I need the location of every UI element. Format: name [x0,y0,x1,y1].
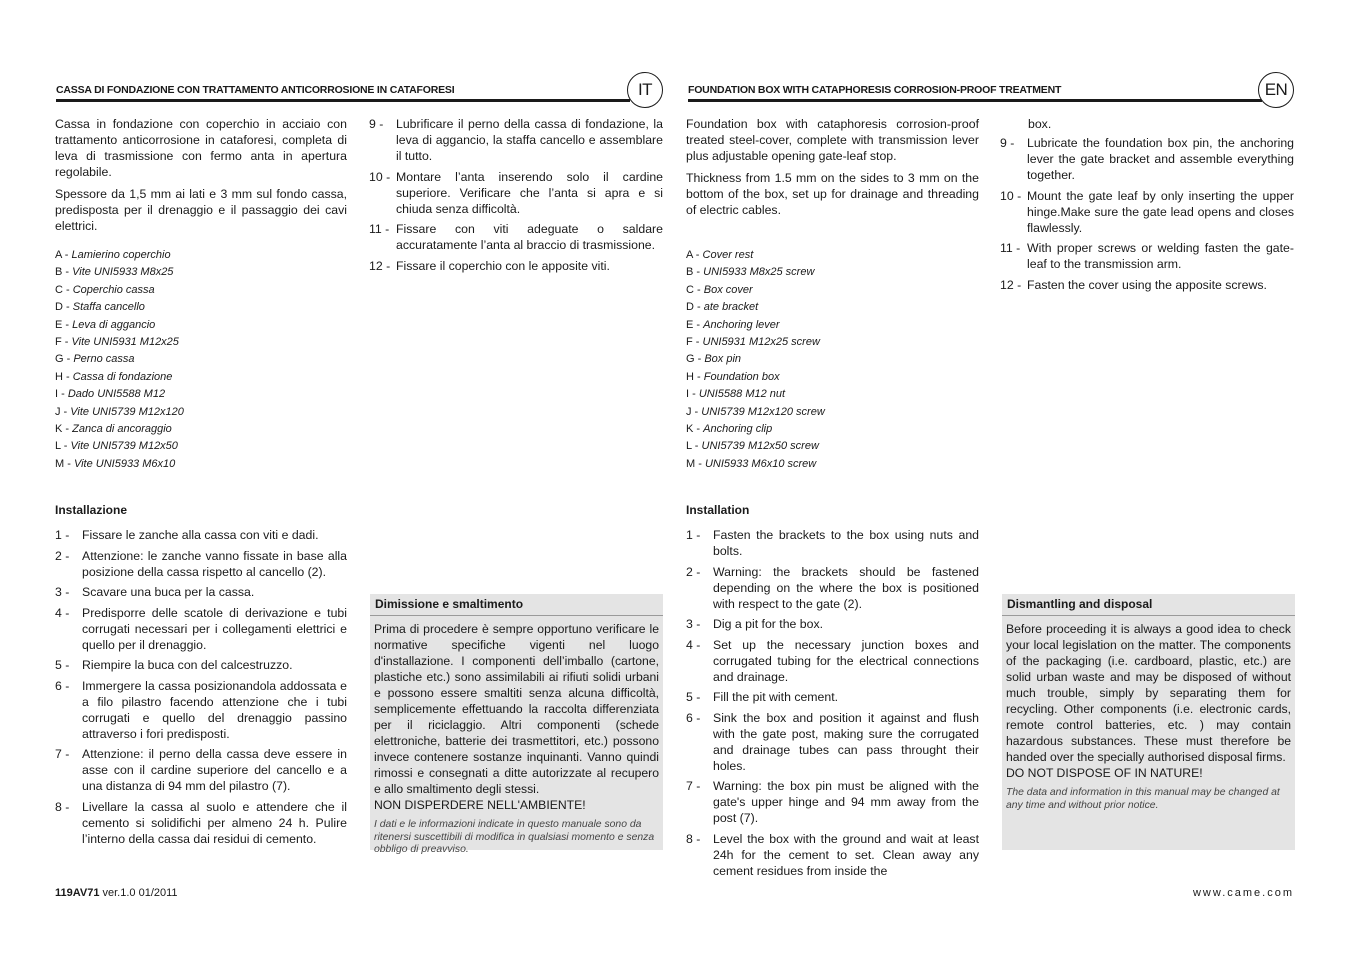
en-intro-paragraph-1: Foundation box with cataphoresis corrosion-proof treated steel-cover, complete with transmission lever plus adjustable opening gate-leaf stop. [686,117,979,163]
part-letter: E - [686,318,704,331]
it-disposal-body: Prima di procedere è sempre opportuno verificare le normative specifiche vigenti nel luogo d'installazione. I componenti dell’imballo (cartone, plastiche etc.) sono assimilabili ai rifiuti solidi urbani e possono essere smaltiti senza alcuna difficoltà, semplicemente effettuando la raccolta differenziata per il riciclaggio. Altri componenti (schede elettroniche, batterie dei trasmettitori, etc.) possono invece contenere sostanze inquinanti. Vanno quindi rimossi e consegnati a ditte autorizzate al recupero e allo smaltimento degli stessi. [374,622,659,796]
part-item [686,247,986,264]
part-description: Dado UNI5588 M12 [67,388,166,401]
part-item [686,299,986,316]
step-item [686,564,979,612]
step-number: 3 - [686,617,701,631]
part-item [55,351,355,368]
part-description: UNI5933 M8x25 screw [703,266,815,279]
part-description: Lamierino coperchio [71,249,171,261]
part-item [686,317,986,334]
it-header-title: CASSA DI FONDAZIONE CON TRATTAMENTO ANTICORROSIONE IN CATAFORESI [56,84,455,96]
step-item [55,746,347,794]
part-item [686,282,986,299]
step-item [1000,277,1294,293]
part-letter: D - [55,301,73,314]
it-installation-steps-continued [369,116,663,278]
step-number: 9 - [369,117,384,131]
step-item [55,678,347,742]
it-disposal-warning: NON DISPERDERE NELL'AMBIENTE! [374,798,586,812]
footer-website[interactable]: www.came.com [1192,887,1294,899]
part-description: UNI5933 M6x10 screw [704,457,817,470]
part-letter: B - [686,266,704,279]
en-intro-paragraph-2: Thickness from 1.5 mm on the sides to 3 mm on the bottom of the box, set up for drainage and threading of electric cables. [686,171,979,217]
part-letter: I - [686,388,699,401]
step-number: 12 - [369,258,391,273]
step-item [686,527,979,559]
part-description: Box pin [704,353,742,366]
step-text: Predisporre delle scatole di derivazione e tubi corrugati necessari per i collegamenti elettrici e quello per il drenaggio. [82,605,347,652]
it-disposal-text [370,616,663,813]
part-description: Vite UNI5933 M6x10 [73,457,176,470]
part-item [686,438,986,455]
it-disposal-box [370,594,663,855]
step-number: 2 - [686,564,701,579]
part-item [55,369,355,386]
it-language-badge: IT [627,72,663,108]
en-disposal-text [1002,616,1295,781]
part-item [686,264,986,281]
part-item [55,247,355,264]
en-disposal-title: Dismantling and disposal [1007,597,1153,611]
part-item [55,334,355,351]
step-item [55,799,347,847]
it-header-rule [56,99,630,102]
en-disposal-note: The data and information in this manual may be changed at any time and without prior notice. [1006,787,1280,811]
step-text: Fissare il coperchio con le apposite viti. [396,258,610,273]
step-number: 7 - [55,747,70,761]
step-text: Scavare una buca per la cassa. [82,585,255,599]
part-description: Vite UNI5739 M12x120 [70,405,184,418]
en-installation-heading: Installation [686,503,750,517]
step-item [369,116,663,164]
part-letter: H - [686,370,704,383]
part-description: Zanca di ancoraggio [72,423,172,436]
step-text: Attenzione: le zanche vanno fissate in base alla posizione della cassa rispetto al cancello (2). [82,548,347,579]
part-description: Vite UNI5931 M12x25 [71,336,179,349]
it-parts-list [55,247,355,473]
part-description: UNI5588 M12 nut [698,388,786,401]
step-number: 8 - [686,831,701,846]
part-description: UNI5931 M12x25 screw [702,336,820,349]
step-number: 9 - [1000,136,1015,150]
step-number: 5 - [55,658,70,672]
part-item [55,299,355,316]
step-text: Sink the box and position it against and flush with the gate post, making sure the corrugated and drainage tubes can pass throught their holes. [713,710,979,773]
it-disposal-title: Dimissione e smaltimento [375,597,524,611]
part-letter: J - [55,405,71,418]
en-language-badge: EN [1258,72,1294,108]
part-description: Cassa di fondazione [72,370,173,383]
step-number: 8 - [55,799,70,814]
part-description: Coperchio cassa [72,283,155,296]
part-letter: I - [55,388,68,401]
en-header-title: FOUNDATION BOX WITH CATAPHORESIS CORROSION-PROOF TREATMENT [688,84,1062,96]
step-text: Set up the necessary junction boxes and corrugated tubing for the electrical connections and drainage. [713,637,979,684]
part-description: Vite UNI5933 M8x25 [72,266,174,279]
step-number: 3 - [55,585,70,599]
part-description: Foundation box [703,370,780,383]
step-number: 2 - [55,548,70,563]
step-item [686,689,979,705]
part-description: UNI5739 M12x120 screw [701,405,825,418]
part-item [55,456,355,473]
step-text: Fasten the cover using the apposite screws. [1027,277,1267,292]
part-item [686,456,986,473]
part-item [55,264,355,281]
step-text: Attenzione: il perno della cassa deve essere in asse con il cardine superiore del cancello e a una distanza di 94 mm del pilastro (7). [82,747,347,793]
step-number: 4 - [55,605,70,620]
step-item [686,778,979,826]
footer-version-date: ver.1.0 01/2011 [99,887,178,899]
step-number: 4 - [686,637,701,652]
en-steps-continuation: box. [1028,117,1052,131]
step-text: Lubrificare il perno della cassa di fondazione, la leva di aggancio, la staffa cancello e assemblare il tutto. [396,117,663,163]
part-description: Staffa cancello [72,301,145,314]
it-intro-paragraph-1: Cassa in fondazione con coperchio in acciaio con trattamento anticorrosione in cataforesi, completa di leva di trasmissione con fermo anta in apertura regolabile. [55,117,347,179]
part-letter: M - [55,457,74,470]
step-number: 6 - [686,710,701,725]
step-item [369,169,663,217]
step-item [686,616,979,632]
part-letter: G - [55,353,74,366]
part-letter: J - [686,405,702,418]
en-disposal-warning: DO NOT DISPOSE OF IN NATURE! [1006,766,1203,780]
step-text: With proper screws or welding fasten the gate-leaf to the transmission arm. [1027,241,1294,271]
step-text: Mount the gate leaf by only inserting the upper hinge.Make sure the gate lead opens and closes flawlessly. [1027,188,1294,235]
en-installation-steps-continued [1000,135,1294,297]
en-intro [686,116,979,224]
part-item [686,369,986,386]
part-letter: G - [686,353,705,366]
part-letter: L - [55,440,71,453]
part-letter: K - [686,423,704,436]
step-number: 7 - [686,779,701,793]
step-item [55,548,347,580]
part-item [55,404,355,421]
step-item [686,710,979,774]
step-item [686,637,979,685]
step-number: 10 - [369,169,391,184]
footer-document-code: 119AV71 [55,887,100,899]
step-item [1000,188,1294,236]
step-text: Dig a pit for the box. [713,617,824,631]
step-item [55,657,347,673]
step-text: Fasten the brackets to the box using nuts and bolts. [713,528,979,558]
step-item [369,221,663,253]
en-installation-steps [686,527,979,883]
step-item [55,584,347,600]
part-item [55,438,355,455]
step-text: Lubricate the foundation box pin, the anchoring lever the gate bracket and assemble everything together. [1027,136,1294,182]
part-letter: F - [686,336,703,349]
it-intro-paragraph-2: Spessore da 1,5 mm ai lati e 3 mm sul fondo cassa, predisposta per il drenaggio e il passaggio dei cavi elettrici. [55,187,347,233]
step-text: Montare l’anta inserendo solo il cardine superiore. Verificare che l’anta si apra e si chiuda senza difficoltà. [396,169,663,216]
part-letter: M - [686,457,705,470]
step-number: 5 - [686,690,701,704]
step-item [1000,240,1294,272]
part-description: Cover rest [702,249,754,261]
part-letter: C - [55,283,73,296]
part-item [55,282,355,299]
step-text: Warning: the brackets should be fastened depending on the where the box is positioned with respect to the gate (2). [713,564,979,611]
part-description: Leva di aggancio [72,318,156,331]
step-text: Livellare la cassa al suolo e attendere che il cemento si solidifichi per almeno 24 h. Pulire l’interno della cassa dai residui di cemento. [82,799,347,846]
step-number: 11 - [369,222,390,236]
it-intro [55,116,347,240]
step-item [1000,135,1294,183]
part-item [686,334,986,351]
part-item [686,421,986,438]
step-number: 10 - [1000,188,1022,203]
en-disposal-body: Before proceeding it is always a good idea to check your local legislation on the matter. The components of the packaging (i.e. cardboard, plastic, etc.) are solid urban waste and may be disposed of without much trouble, simply by separating them for recycling. Other components (i.e. electronic cards, remote control batteries, etc. ) may contain hazardous substances. These must therefore be handed over the specially authorised disposal firms. [1006,622,1291,764]
it-installation-steps [55,527,347,851]
en-disposal-box [1002,594,1295,850]
footer-version [55,887,178,899]
part-letter: E - [55,318,73,331]
part-item [55,317,355,334]
it-disposal-note: I dati e le informazioni indicate in questo manuale sono da ritenersi suscettibili di modifica in qualsiasi momento e senza obbligo di preavviso. [374,819,655,855]
step-text: Immergere la cassa posizionandola addossata e a filo pilastro facendo attenzione che i tubi corrugati e quello del drenaggio passino attraverso i fori predisposti. [82,678,347,741]
step-text: Warning: the box pin must be aligned with the gate's upper hinge and 94 mm away from the post (7). [713,779,979,825]
part-letter: C - [686,283,704,296]
step-number: 12 - [1000,277,1022,292]
step-item [55,527,347,543]
part-description: UNI5739 M12x50 screw [701,440,819,453]
step-text: Fill the pit with cement. [713,690,839,704]
part-description: Anchoring clip [703,423,773,436]
part-letter: A - [55,249,72,261]
part-item [686,351,986,368]
part-letter: K - [55,423,73,436]
part-item [686,386,986,403]
part-description: Box cover [703,283,753,296]
en-header-rule [688,99,1262,102]
step-item [686,831,979,879]
part-letter: D - [686,301,704,314]
part-letter: F - [55,336,72,349]
step-item [369,258,663,274]
step-number: 1 - [686,528,701,542]
step-number: 1 - [55,528,70,542]
en-parts-list [686,247,986,473]
step-number: 6 - [55,678,70,693]
part-description: Perno cassa [73,353,135,366]
step-text: Fissare le zanche alla cassa con viti e dadi. [82,528,319,542]
step-item [55,605,347,653]
part-description: Anchoring lever [703,318,780,331]
it-installation-heading: Installazione [55,503,128,517]
step-number: 11 - [1000,241,1021,255]
step-text: Riempire la buca con del calcestruzzo. [82,658,293,672]
part-item [55,386,355,403]
part-letter: A - [686,249,703,261]
part-letter: B - [55,266,73,279]
step-text: Fissare con viti adeguate o saldare accuratamente l’anta al braccio di trasmissione. [396,222,663,252]
part-description: ate bracket [703,301,759,314]
part-item [55,421,355,438]
step-text: Level the box with the ground and wait at least 24h for the cement to set. Clean away any cement residues from inside the [713,831,979,878]
part-item [686,404,986,421]
part-letter: L - [686,440,702,453]
part-letter: H - [55,370,73,383]
part-description: Vite UNI5739 M12x50 [70,440,178,453]
